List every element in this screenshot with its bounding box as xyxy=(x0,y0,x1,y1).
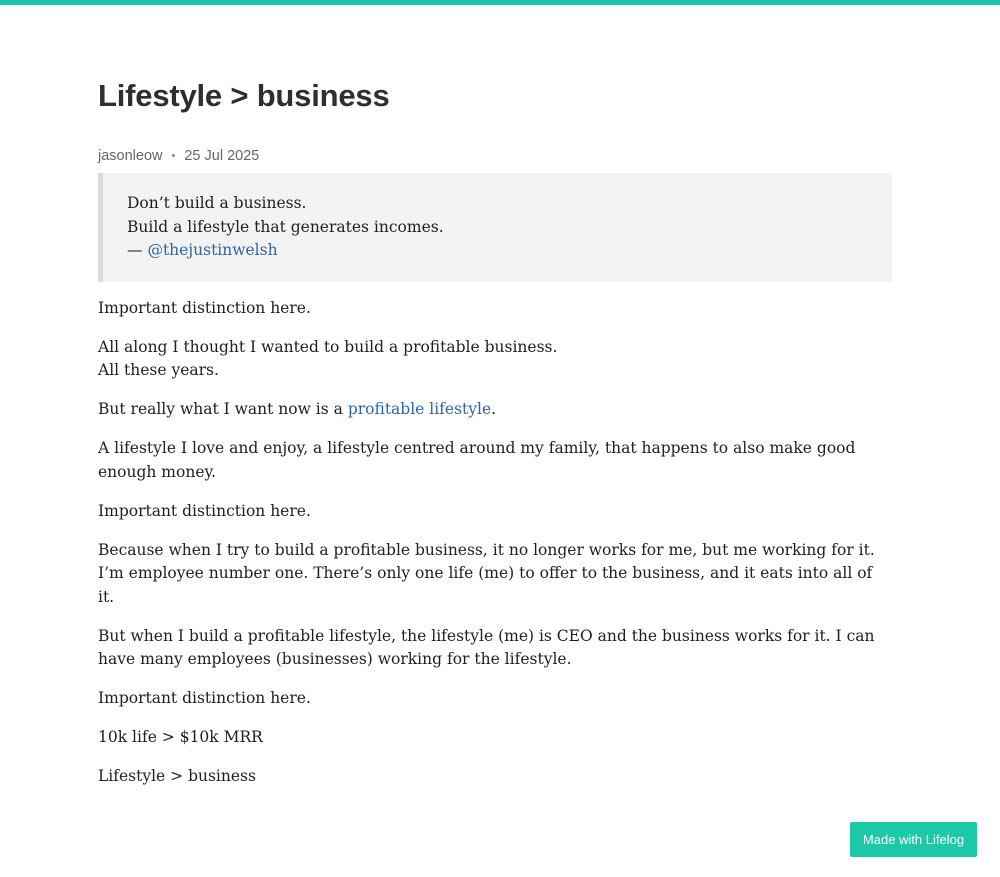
post-title: Lifestyle > business xyxy=(98,78,390,113)
made-with-lifelog-button[interactable]: Made with Lifelog xyxy=(850,822,977,857)
meta-separator: • xyxy=(171,150,176,162)
paragraph-8: Important distinction here. xyxy=(98,689,311,707)
paragraph-4: A lifestyle I love and enjoy, a lifestyle centred around my family, that happens to also make good enough money. xyxy=(98,439,856,481)
profitable-lifestyle-link[interactable]: profitable lifestyle xyxy=(347,400,492,418)
quote-line-2: Build a lifestyle that generates incomes. xyxy=(127,217,444,236)
quote-attribution-link[interactable]: @thejustinwelsh xyxy=(147,241,278,259)
post-body xyxy=(98,297,892,789)
paragraph-1: Important distinction here. xyxy=(98,298,311,317)
paragraph-10: Lifestyle > business xyxy=(98,767,256,785)
paragraph-2-line-2: All these years. xyxy=(98,361,219,379)
post-article xyxy=(98,78,892,789)
paragraph-7: But when I build a profitable lifestyle, the lifestyle (me) is CEO and the business works for it. I can have many employees (businesses) working for the lifestyle. xyxy=(98,626,875,668)
blockquote xyxy=(98,173,892,282)
paragraph-3-period: . xyxy=(491,400,497,418)
quote-dash: — xyxy=(127,241,148,259)
quote-line-1: Don’t build a business. xyxy=(127,194,307,212)
top-accent-bar xyxy=(0,0,1000,5)
paragraph-2-line-1: All along I thought I wanted to build a profitable business. xyxy=(98,337,558,356)
paragraph-5: Important distinction here. xyxy=(98,501,311,520)
post-date: 25 Jul 2025 xyxy=(184,148,260,164)
paragraph-9: 10k life > $10k MRR xyxy=(98,728,263,746)
post-meta xyxy=(98,147,892,165)
paragraph-6: Because when I try to build a profitable business, it no longer works for me, but me working for it. I’m employee number one. There’s only one life (me) to offer to the business, and it eats into all of it. xyxy=(98,540,875,606)
paragraph-2 xyxy=(98,336,892,383)
author-link[interactable]: jasonleow xyxy=(98,148,163,164)
quote-attribution-line xyxy=(127,239,868,263)
paragraph-3-text: But really what I want now is a xyxy=(98,400,348,418)
paragraph-3 xyxy=(98,398,892,422)
